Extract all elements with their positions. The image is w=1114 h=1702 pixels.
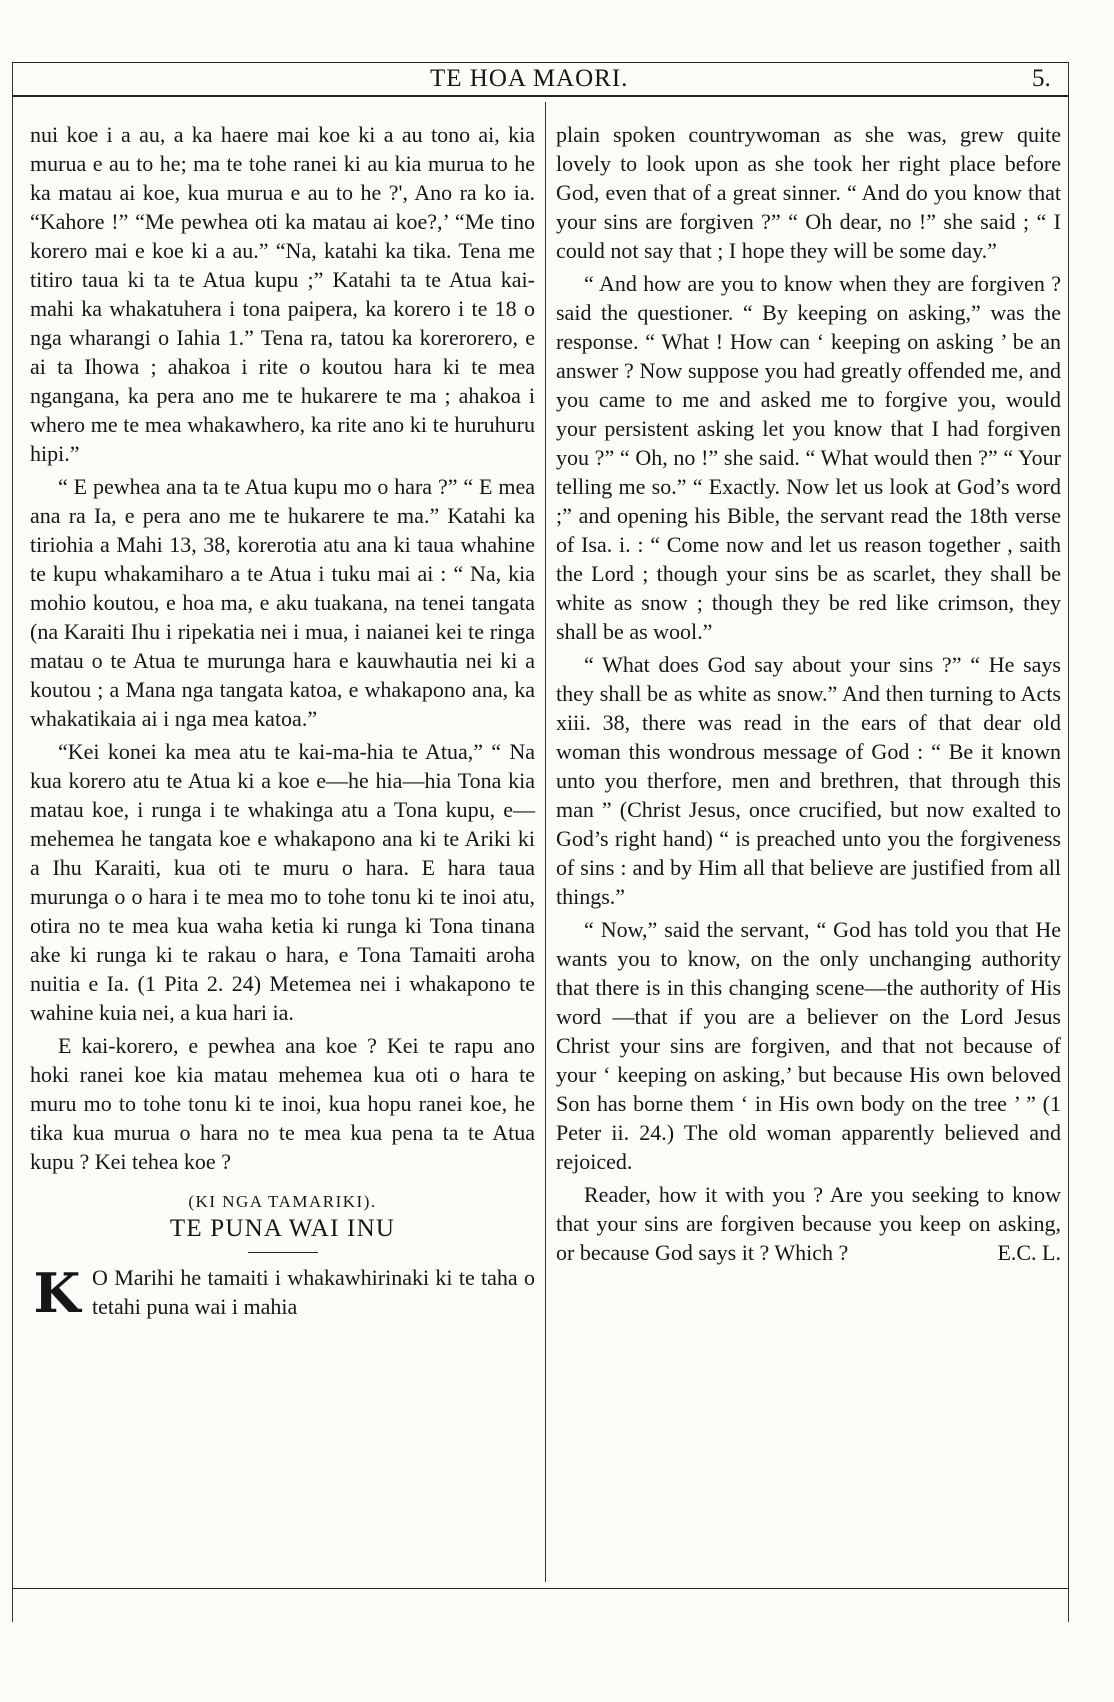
- column-divider: [545, 102, 546, 1582]
- header-rule: [12, 95, 1069, 97]
- author-signature: E.C. L.: [997, 1240, 1061, 1265]
- right-paragraph-5: [556, 1180, 1061, 1267]
- drop-cap-letter: K: [33, 1263, 81, 1321]
- section-heading: [30, 1190, 535, 1253]
- top-rule: [12, 62, 1069, 63]
- left-paragraph-1: nui koe i a au, a ka haere mai koe ki a au tono ai, kia murua e au to he; ma te tohe ranei ki au kia murua to he ka matau ai koe, kua murua e au to he ?', Ano ra ko ia. “Kahore !” “Me pewhea oti ka matau ai koe?,’ “Me tino korero mai e koe ki a au.” “Na, katahi ka tika. Tena me titiro taua ki ta te Atua kupu ;” Katahi ta te Atua kai-mahi ka whakatuhera i tona paipera, ka korero i te 18 o nga wharangi o Iahia 1.” Tena ra, tatou ka korerorero, e ai ta Ihowa ; ahakoa i rite o koutou hara ki te mea ngangana, ka pera ano me te hukarere te ma ; ahakoa i whero me te mea whakawhero, ka rite ano ki te huruhuru hipi.”: [30, 122, 535, 466]
- page-number: 5.: [1032, 65, 1051, 92]
- left-paragraph-3: “Kei konei ka mea atu te kai-ma-hia te Atua,” “ Na kua korero atu te Atua ki a koe e—he hia—hia Tona kia matau koe, i runga i te whakinga atu a Tona kupu, e—mehemea he tangata koe e whakapono ana ki te Ariki ki a Ihu Karaiti, kua oti te muru o hara. E hara taua murunga o o hara i te mea mo to tohe tonu ki te inoi atu, otira no te mea kua waha ketia ki runga ki Tona tinana ake ki runga ki te rakau o hara, e Tona Tamaiti aroha nuitia e Ia. (1 Pita 2. 24) Metemea nei i whakapono te wahine kuia nei, a kua hari ia.: [30, 739, 535, 1025]
- left-column: [30, 120, 535, 1321]
- bottom-rule: [12, 1588, 1069, 1589]
- closing-question: Reader, how it with you ? Are you seeking to know that your sins are forgiven because you keep on asking, or because God says it ? Which ?: [556, 1182, 1061, 1265]
- right-paragraph-1: plain spoken countrywoman as she was, grew quite lovely to look upon as she took her right place before God, even that of a great sinner. “ And do you know that your sins are forgiven ?” “ Oh dear, no !” she said ; “ I could not say that ; I hope they will be some day.”: [556, 122, 1061, 263]
- section-rule: [248, 1252, 318, 1253]
- left-paragraph-2: “ E pewhea ana ta te Atua kupu mo o hara ?” “ E mea ana ra Ia, e pera ano me te hukarere te ma.” Katahi ka tiriohia a Mahi 13, 38, korerotia atu ana ki taua whahine te kupu whakamiharo a te Atua i tuku mai ai : “ Na, kia mohio koutou, e hoa ma, e aku tuakana, na tenei tangata (na Karaiti Ihu i ripekatia nei i mua, i naianei kei te ringa matau o te Atua te murunga hara e kauwhautia nei ki a koutou ; a Mana nga tangata katoa, e whakapono ana, ka whakatikaia ai i nga mea katoa.”: [30, 474, 535, 731]
- story-opening: [30, 1263, 535, 1321]
- left-paragraph-4: E kai-korero, e pewhea ana koe ? Kei te rapu ano hoki ranei koe kia matau mehemea kua oti o hara te muru mo to tohe tonu ki te inoi, kua hopu ranei koe, he tika kua murua o hara no te mea kua pena ta te Atua kupu ? Kei tehea koe ?: [30, 1033, 535, 1174]
- section-title: TE PUNA WAI INU: [169, 1215, 396, 1242]
- right-paragraph-4: “ Now,” said the servant, “ God has told you that He wants you to know, on the only unchanging authority that there is in this changing scene—the authority of His word —that if you are a believer on the Lord Jesus Christ your sins are forgiven, and that not because of your ‘ keeping on asking,’ but because His own beloved Son has borne them ‘ in His own body on the tree ’ ” (1 Peter ii. 24.) The old woman apparently believed and rejoiced.: [556, 917, 1061, 1174]
- running-head-title: TE HOA MAORI.: [430, 65, 629, 92]
- right-paragraph-3: “ What does God say about your sins ?” “ He says they shall be as white as snow.” And then turning to Acts xiii. 38, there was read in the ears of that dear old woman this wondrous message of God : “ Be it known unto you therfore, men and brethren, that through this man ” (Christ Jesus, once crucified, but now exalted to God’s right hand) “ is preached unto you the forgiveness of sins : and by Him all that believe are justified from all things.”: [556, 652, 1061, 909]
- story-opening-text: O Marihi he tamaiti i whakawhirinaki ki te taha o tetahi puna wai i mahia: [92, 1265, 535, 1319]
- page-border-left: [12, 62, 13, 1622]
- section-subtitle: (KI NGA TAMARIKI).: [188, 1192, 377, 1211]
- page-border-right: [1068, 62, 1069, 1622]
- right-paragraph-2: “ And how are you to know when they are forgiven ? said the questioner. “ By keeping on asking,” was the response. “ What ! How can ‘ keeping on asking ’ be an answer ? Now suppose you had greatly offended me, and you came to me and asked me to forgive you, would your persistent asking let you know that I had forgiven you ?” “ Oh, no !” she said. “ What would then ?” “ Your telling me so.” “ Exactly. Now let us look at God’s word ;” and opening his Bible, the servant read the 18th verse of Isa. i. : “ Come now and let us reason together , saith the Lord ; though your sins be as scarlet, they shall be white as snow ; though they be red like crimson, they shall be as wool.”: [556, 271, 1061, 644]
- right-column: [556, 120, 1061, 1271]
